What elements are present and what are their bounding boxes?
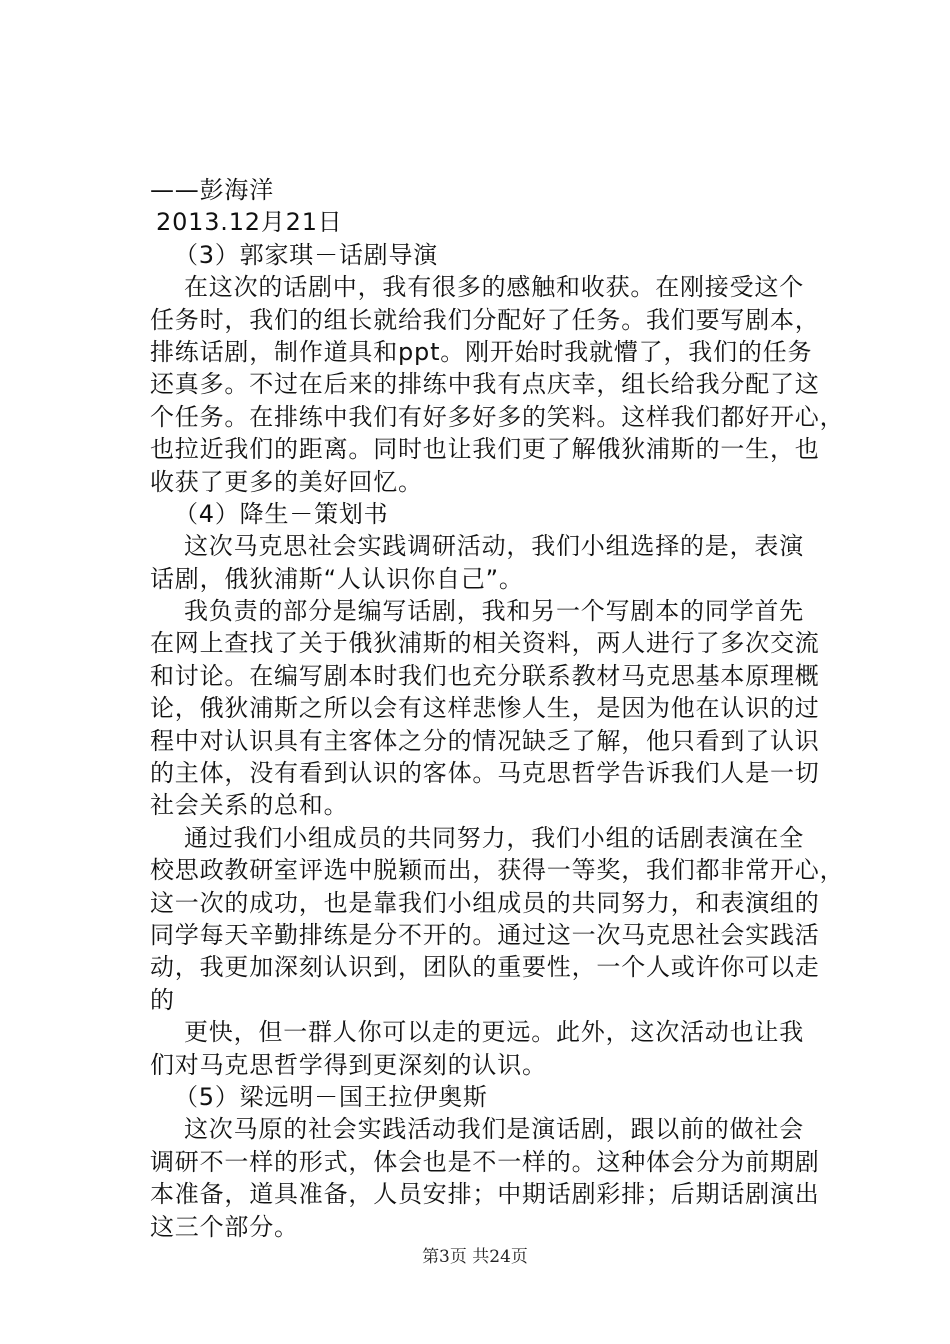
paragraph-line: 和讨论。在编写剧本时我们也充分联系教材马克思基本原理概 [150,661,820,690]
paragraph-line: 这三个部分。 [150,1212,299,1241]
signature-line: ——彭海洋 [150,176,274,204]
paragraph-line: 本准备，道具准备，人员安排；中期话剧彩排；后期话剧演出 [150,1180,820,1209]
paragraph-line: 的主体，没有看到认识的客体。马克思哲学告诉我们人是一切 [150,759,820,788]
paragraph-line: 排练话剧，制作道具和ppt。刚开始时我就懵了，我们的任务 [150,337,813,366]
paragraph-line: 话剧，俄狄浦斯“人认识你自己”。 [150,564,524,593]
paragraph-line: 社会关系的总和。 [150,791,349,820]
paragraph-line: 程中对认识具有主客体之分的情况缺乏了解，他只看到了认识 [150,726,820,755]
document-body [150,174,845,1243]
paragraph-line: 收获了更多的美好回忆。 [150,467,423,496]
paragraph-line: 这次马原的社会实践活动我们是演话剧，跟以前的做社会 [184,1115,804,1144]
paragraph-line: 校思政教研室评选中脱颖而出，获得一等奖，我们都非常开心， [150,856,845,885]
paragraph-line: 通过我们小组成员的共同努力，我们小组的话剧表演在全 [184,823,804,852]
paragraph-line: 动，我更加深刻认识到，团队的重要性，一个人或许你可以走 [150,953,820,982]
date-line: 2013.12月21日 [156,208,343,237]
paragraph-line: 也拉近我们的距离。同时也让我们更了解俄狄浦斯的一生，也 [150,435,820,464]
paragraph-line: 更快，但一群人你可以走的更远。此外，这次活动也让我 [184,1018,804,1047]
paragraph-line: 论，俄狄浦斯之所以会有这样悲惨人生，是因为他在认识的过 [150,694,820,723]
paragraph-line: 这一次的成功，也是靠我们小组成员的共同努力，和表演组的 [150,888,820,917]
section-heading: （4）降生－策划书 [174,499,389,528]
paragraph-line: 在网上查找了关于俄狄浦斯的相关资料，两人进行了多次交流 [150,629,820,658]
paragraph-line: 同学每天辛勤排练是分不开的。通过这一次马克思社会实践活 [150,920,820,949]
paragraph-line: 这次马克思社会实践调研活动，我们小组选择的是，表演 [184,532,804,561]
section-heading: （3）郭家琪－话剧导演 [174,240,439,269]
paragraph-line: 还真多。不过在后来的排练中我有点庆幸，组长给我分配了这 [150,370,820,399]
paragraph-line: 我负责的部分是编写话剧，我和另一个写剧本的同学首先 [184,597,804,626]
paragraph-line: 在这次的话剧中，我有很多的感触和收获。在刚接受这个 [184,273,804,302]
page-number-footer: 第3页 共24页 [422,1247,528,1267]
section-heading: （5）梁远明－国王拉伊奥斯 [174,1082,488,1111]
paragraph-line: 们对马克思哲学得到更深刻的认识。 [150,1050,547,1079]
paragraph-line: 任务时，我们的组长就给我们分配好了任务。我们要写剧本， [150,305,820,334]
paragraph-line: 的 [150,985,175,1014]
paragraph-line: 个任务。在排练中我们有好多好多的笑料。这样我们都好开心， [150,402,845,431]
paragraph-line: 调研不一样的形式，体会也是不一样的。这种体会分为前期剧 [150,1147,820,1176]
